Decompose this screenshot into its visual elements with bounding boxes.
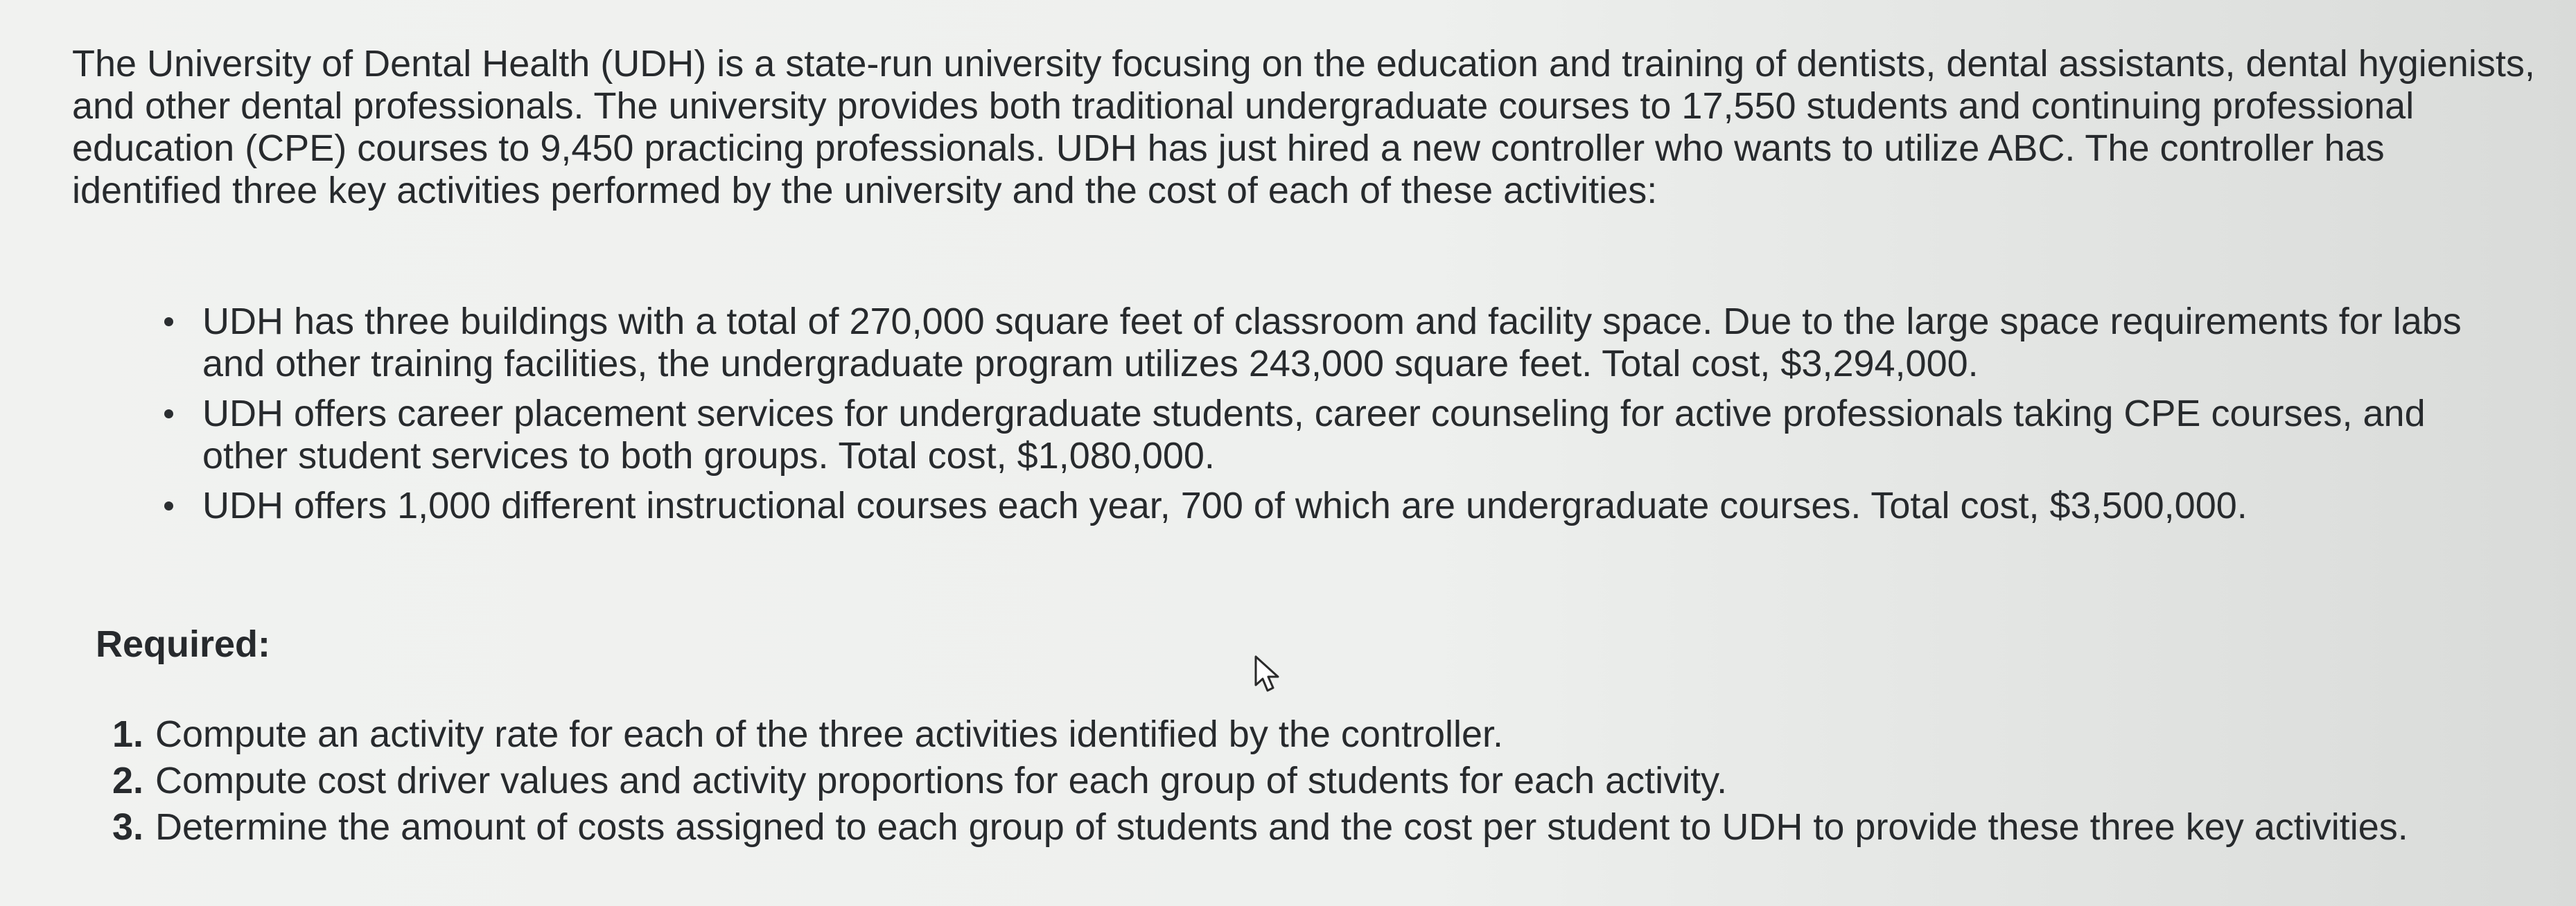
step-number: 3. (112, 806, 144, 848)
required-step (112, 806, 2482, 849)
mouse-pointer-icon (1253, 655, 1285, 696)
activity-item-facilities (202, 301, 2489, 385)
step-text: Compute cost driver values and activity proportions for each group of students for each activity. (155, 760, 1728, 801)
step-number: 1. (112, 713, 144, 755)
step-text: Compute an activity rate for each of the three activities identified by the controller. (155, 713, 1504, 755)
step-text: Determine the amount of costs assigned to each group of students and the cost per student to UDH to provide these three key activities. (155, 806, 2408, 848)
activity-item-instruction (202, 485, 2489, 527)
required-step (112, 760, 2482, 802)
bullet-dot-icon (164, 317, 173, 326)
activity-list (202, 301, 2489, 535)
activity-item-text: UDH offers career placement services for undergraduate students, career counseling for active professionals taking CPE courses, and other student services to both groups. Total cost, $1,080,000. (202, 393, 2426, 477)
bullet-dot-icon (164, 409, 173, 418)
bullet-dot-icon (164, 501, 173, 510)
required-steps-list (112, 713, 2482, 853)
required-heading: Required: (96, 623, 271, 665)
required-step (112, 713, 2482, 756)
activity-item-text: UDH has three buildings with a total of 270,000 square feet of classroom and facility space. Due to the large space requirements for labs and other training facilities, the undergraduate program utilizes 243,000 square feet. Total cost, $3,294,000. (202, 301, 2462, 384)
activity-item-text: UDH offers 1,000 different instructional courses each year, 700 of which are undergraduate courses. Total cost, $3,500,000. (202, 485, 2248, 526)
activity-item-student-services (202, 393, 2489, 477)
step-number: 2. (112, 760, 144, 801)
intro-paragraph: The University of Dental Health (UDH) is a state-run university focusing on the education and training of dentists, dental assistants, dental hygienists, and other dental professionals. The university provides both traditional undergraduate courses to 17,550 students and continuing professional education (CPE) courses to 9,450 practicing professionals. UDH has just hired a new controller who wants to utilize ABC. The controller has identified three key activities performed by the university and the cost of each of these activities: (72, 43, 2535, 211)
